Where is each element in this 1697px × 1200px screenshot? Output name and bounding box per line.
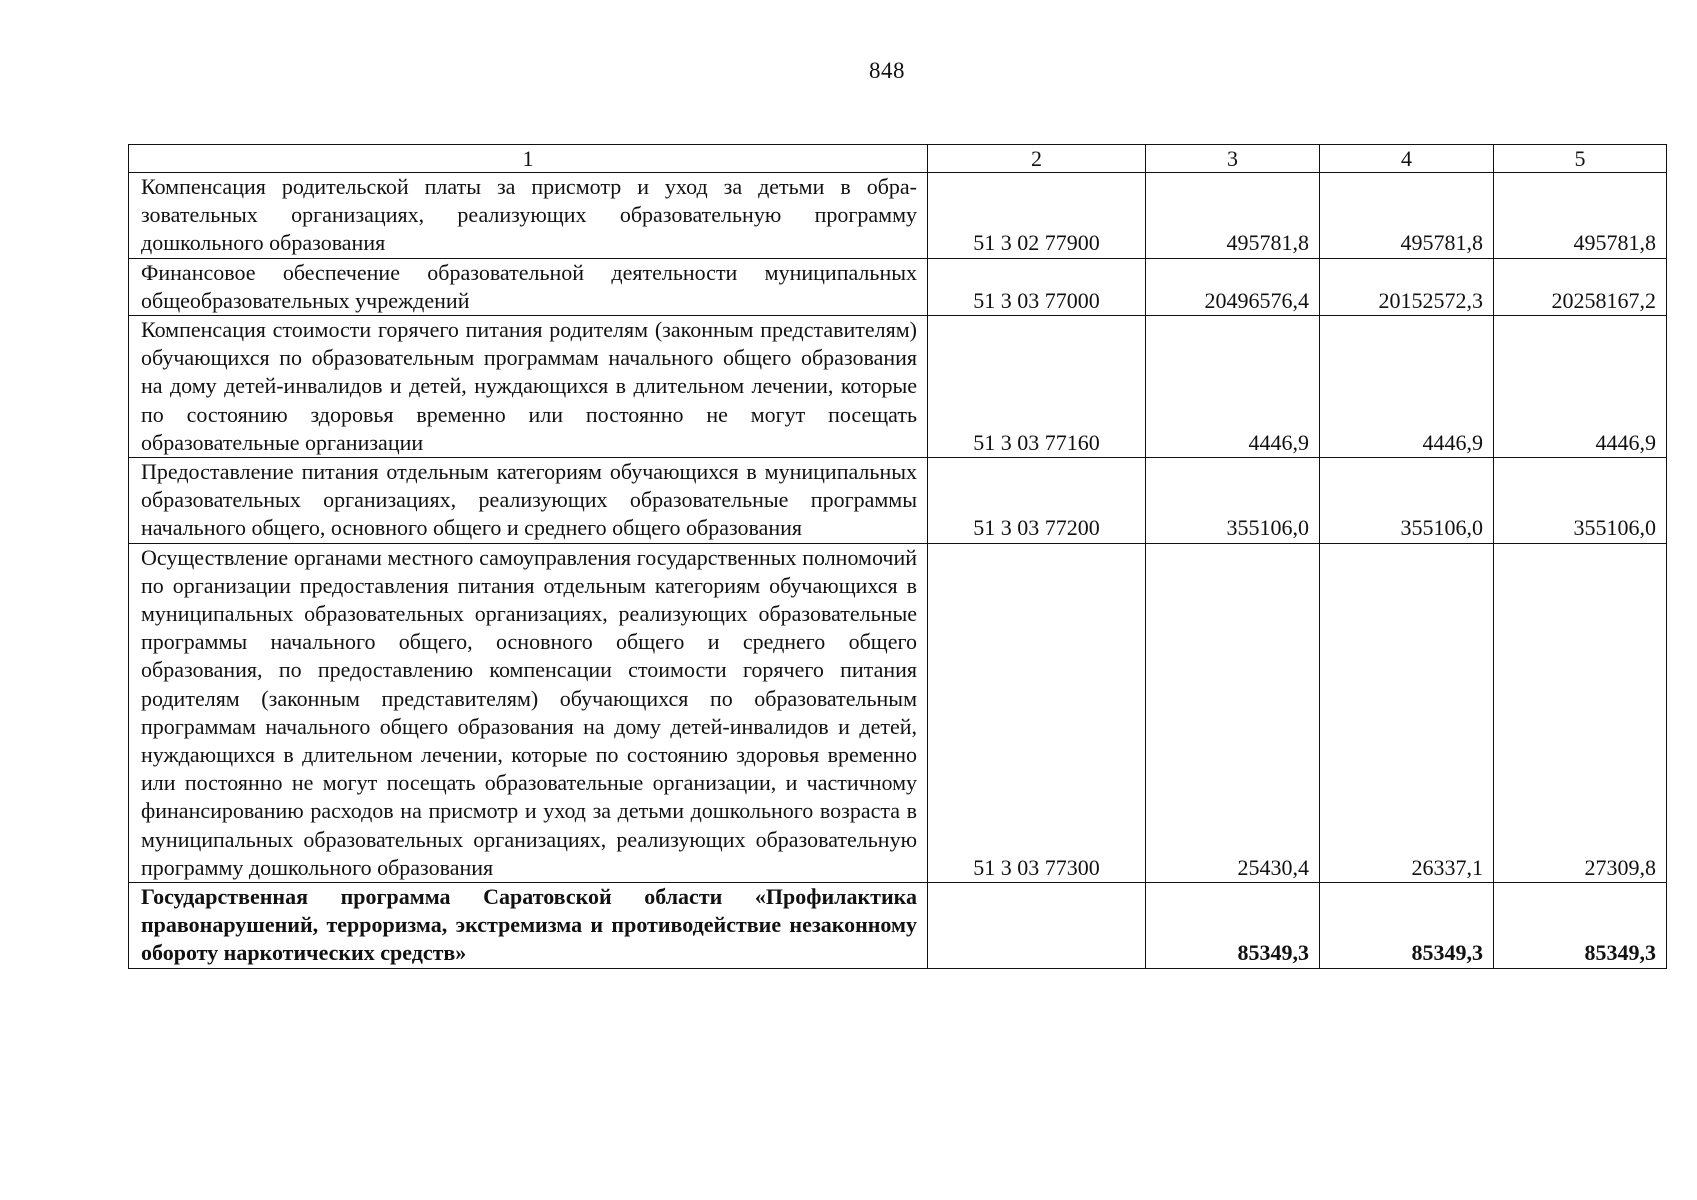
table-row (129, 316, 1667, 458)
row-name: Осуществление органами местного самоуправления государственных полномочий по организации предоставления питания отдельным категориям обучающихся в муниципальных образовательных организациях, реализующих образовательные программы начального общего, основного общего и среднего общего образования, по предоставлению компенсации стоимости горячего питания родителям (законным представителям) обучающихся по образовательным программам начального общего образования на дому детей-инвалидов и детей, нуждающихся в длительном лечении, которые по состоянию здоровья временно или постоянно не могут посещать образовательные организации, и частичному финансированию расходов на присмотр и уход за детьми дошкольного возраста в муниципальных образовательных организациях, реализующих образовательную программу дошкольного образования (129, 543, 928, 882)
row-code: 51 3 03 77200 (928, 458, 1146, 544)
row-value-col-3: 20496576,4 (1146, 258, 1320, 315)
header-col-2: 2 (928, 145, 1146, 173)
row-value-col-5: 355106,0 (1494, 458, 1667, 544)
row-name: Компенсация стоимости горячего питания родителям (законным представителям) обучающихся по образовательным программам начального общего образования на дому детей-инвалидов и детей, нуждающихся в длительном лечении, которые по состоянию здоровья временно или постоянно не могут посещать образовательные организации (129, 316, 928, 458)
budget-table (128, 144, 1667, 969)
table-row (129, 543, 1667, 882)
header-col-1: 1 (129, 145, 928, 173)
row-value-col-4: 20152572,3 (1320, 258, 1494, 315)
row-code: 51 3 03 77000 (928, 258, 1146, 315)
table-row (129, 458, 1667, 544)
row-value-col-4: 85349,3 (1320, 883, 1494, 969)
row-value-col-5: 20258167,2 (1494, 258, 1667, 315)
row-name: Компенсация родительской платы за присмотр и уход за детьми в образовательных организациях, реализующих образовательную программу дошкольного образования (129, 173, 928, 259)
row-code (928, 883, 1146, 969)
row-name: Предоставление питания отдельным категориям обучающихся в муниципальных образовательных организациях, реализующих образовательные программы начального общего, основного общего и среднего общего образования (129, 458, 928, 544)
row-value-col-4: 495781,8 (1320, 173, 1494, 259)
row-value-col-3: 4446,9 (1146, 316, 1320, 458)
row-value-col-3: 85349,3 (1146, 883, 1320, 969)
row-value-col-5: 85349,3 (1494, 883, 1667, 969)
row-code: 51 3 02 77900 (928, 173, 1146, 259)
row-value-col-3: 355106,0 (1146, 458, 1320, 544)
row-value-col-5: 495781,8 (1494, 173, 1667, 259)
table-row-program-total (129, 883, 1667, 969)
row-name: Государственная программа Саратовской области «Профилактика правонарушений, терроризма, экстремизма и противодействие незаконному обороту наркотических средств» (129, 883, 928, 969)
row-value-col-3: 25430,4 (1146, 543, 1320, 882)
header-col-4: 4 (1320, 145, 1494, 173)
page-number: 848 (869, 58, 905, 83)
header-col-5: 5 (1494, 145, 1667, 173)
row-value-col-5: 27309,8 (1494, 543, 1667, 882)
table-row (129, 173, 1667, 259)
row-value-col-4: 355106,0 (1320, 458, 1494, 544)
row-name: Финансовое обеспечение образовательной деятельности муниципальных общеобразовательных учреждений (129, 258, 928, 315)
header-row (129, 145, 1667, 173)
row-value-col-4: 26337,1 (1320, 543, 1494, 882)
row-value-col-4: 4446,9 (1320, 316, 1494, 458)
row-value-col-5: 4446,9 (1494, 316, 1667, 458)
row-code: 51 3 03 77300 (928, 543, 1146, 882)
table-row (129, 258, 1667, 315)
header-col-3: 3 (1146, 145, 1320, 173)
row-value-col-3: 495781,8 (1146, 173, 1320, 259)
row-code: 51 3 03 77160 (928, 316, 1146, 458)
